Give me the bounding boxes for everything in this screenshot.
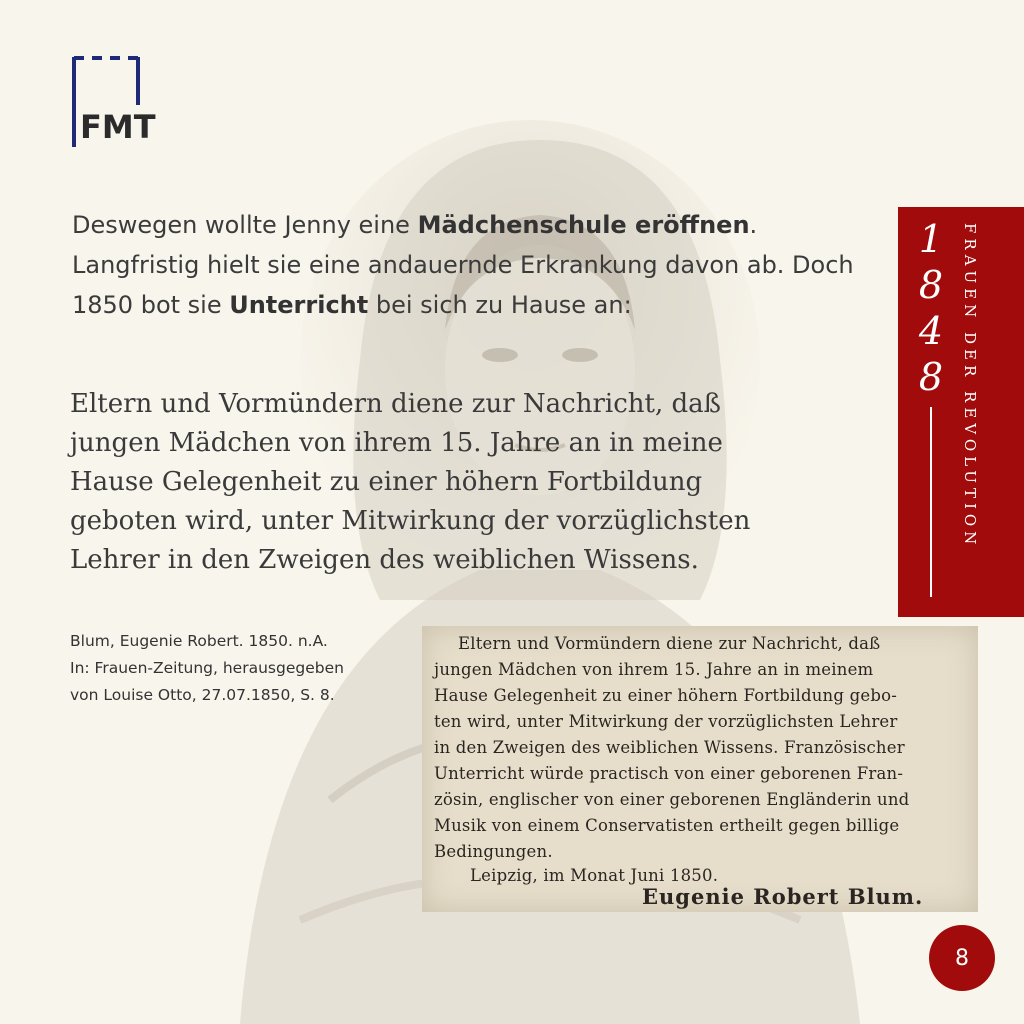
clipping-line: ten wird, unter Mitwirkung der vorzüglichsten Lehrer [434, 712, 898, 731]
intro-paragraph: Deswegen wollte Jenny eine Mädchenschule eröffnen. Langfristig hielt sie eine andauernde Erkrankung davon ab. Doch 1850 bot sie Unterricht bei sich zu Hause an: [72, 211, 854, 319]
quote-line: Hause Gelegenheit zu einer höhern Fortbildung [70, 467, 703, 497]
clipping-line: Eltern und Vormündern diene zur Nachricht, daß [458, 634, 881, 653]
fmt-logo-text: FMT [80, 108, 156, 146]
quote-block [70, 385, 870, 580]
banner-divider [930, 407, 932, 597]
clipping-line: zösin, englischer von einer geborenen Engländerin und [434, 790, 910, 809]
clipping-line: Unterricht würde practisch von einer geborenen Fran- [434, 764, 904, 783]
newspaper-clipping [422, 626, 978, 912]
page-number-badge: 8 [929, 925, 995, 991]
quote-line: Lehrer in den Zweigen des weiblichen Wissens. [70, 545, 699, 575]
series-banner [898, 207, 1024, 617]
citation-line: Blum, Eugenie Robert. 1850. n.A. [70, 632, 328, 650]
clipping-line: jungen Mädchen von ihrem 15. Jahre an in meinem [434, 660, 874, 679]
clipping-line: Leipzig, im Monat Juni 1850. [470, 866, 719, 885]
quote-line: geboten wird, unter Mitwirkung der vorzüglichsten [70, 506, 751, 536]
clipping-line: Hause Gelegenheit zu einer höhern Fortbildung gebo- [434, 686, 897, 705]
citation-line: In: Frauen-Zeitung, herausgegeben [70, 659, 344, 677]
year-digit: 8 [918, 263, 944, 307]
quote-line: Eltern und Vormündern diene zur Nachricht, daß [70, 389, 722, 419]
emphasis-unterricht: Unterricht [229, 291, 369, 319]
emphasis-maedchenschule: Mädchenschule eröffnen [417, 211, 750, 239]
clipping-line: in den Zweigen des weiblichen Wissens. Französischer [434, 738, 905, 757]
clipping-line: Musik von einem Conservatisten ertheilt gegen billige [434, 816, 900, 835]
year-digit: 8 [918, 355, 944, 399]
series-title: FRAUEN DER REVOLUTION [961, 223, 979, 550]
year-digit: 1 [918, 217, 944, 261]
quote-line: jungen Mädchen von ihrem 15. Jahre an in meine [70, 428, 723, 458]
citation-block [70, 628, 415, 709]
year-digit: 4 [918, 309, 944, 353]
clipping-signature: Eugenie Robert Blum. [642, 884, 924, 909]
citation-line: von Louise Otto, 27.07.1850, S. 8. [70, 686, 335, 704]
clipping-line: Bedingungen. [434, 842, 553, 861]
